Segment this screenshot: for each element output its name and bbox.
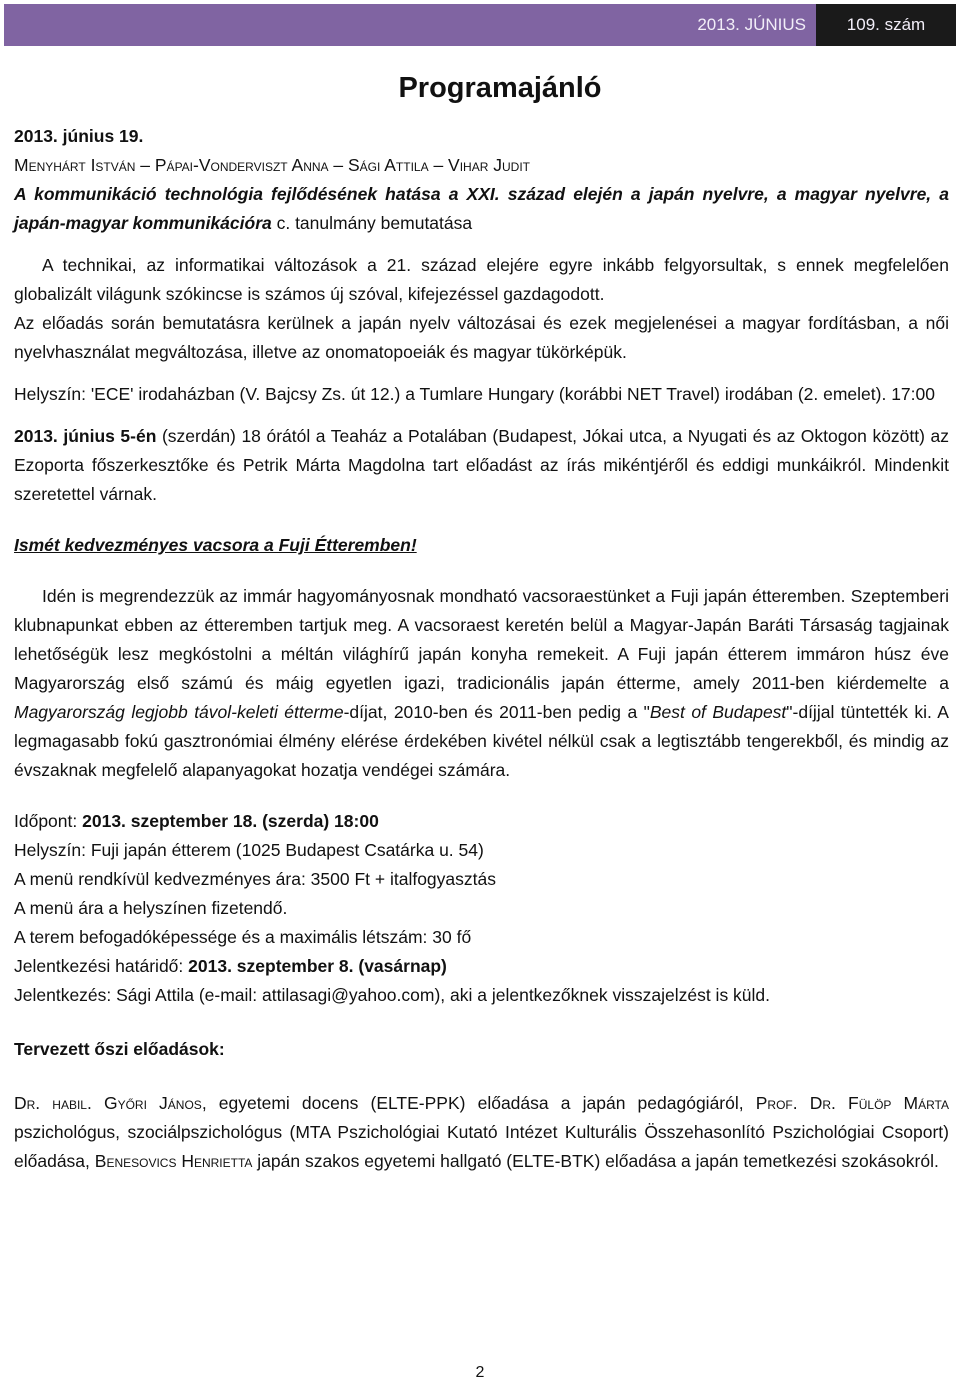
dinner-paragraph xyxy=(14,582,949,785)
event1-authors: Menyhárt István – Pápai-Vonderviszt Anna – Sági Attila – Vihar Judit xyxy=(14,155,530,175)
dinner-award-2: Best of Budapest xyxy=(649,702,787,722)
autumn-text-3: japán szakos egyetemi hallgató (ELTE-BTK) előadása a japán temetkezési szokásokról. xyxy=(252,1151,939,1171)
event1-abstract-2: Az előadás során bemutatásra kerülnek a japán nyelv változásai és ezek megjelenései a magyar fordításban, a női nyelvhasználat megváltozása, illetve az onomatopoeiák és magyar tükörképük. xyxy=(14,313,949,362)
dinner-deadline-label: Jelentkezési határidő: xyxy=(14,956,189,976)
event2-text: (szerdán) 18 órától a Teaház a Potalában (Budapest, Jókai utca, a Nyugati és az Oktogon között) az Ezoporta főszerkesztőke és Petrik Márta Magdolna tart előadást az írás mikéntjéről és eddigi munkáikról. Mindenkit szeretettel várnak. xyxy=(14,426,950,504)
header-date: 2013. JÚNIUS xyxy=(697,15,806,34)
dinner-heading: Ismét kedvezményes vacsora a Fuji Étteremben! xyxy=(14,535,417,555)
page-number: 2 xyxy=(475,1364,485,1381)
event1-date: 2013. június 19. xyxy=(14,126,144,146)
dinner-p-end: "-díjjal tüntették ki. A legmagasabb fokú gasztronómiai élmény elérése érdekében kivétel nélkül csak a legtisztább tengerekből, és mindig az évszaknak megfelelő alapanyagokat hozatja vendégei számára. xyxy=(14,702,949,780)
event1-talk xyxy=(14,180,949,238)
dinner-price: A menü rendkívül kedvezményes ára: 3500 Ft + italfogyasztás xyxy=(14,869,496,889)
dinner-venue: Helyszín: Fuji japán étterem (1025 Budapest Csatárka u. 54) xyxy=(14,840,484,860)
page-header xyxy=(4,4,956,46)
dinner-time-value: 2013. szeptember 18. (szerda) 18:00 xyxy=(82,811,379,831)
dinner-deadline xyxy=(14,952,949,981)
autumn-text-1: , egyetemi docens (ELTE-PPK) előadása a japán pedagógiáról, xyxy=(201,1093,756,1113)
dinner-deadline-value: 2013. szeptember 8. (vasárnap) xyxy=(188,956,447,976)
dinner-capacity: A terem befogadóképessége és a maximális létszám: 30 fő xyxy=(14,927,472,947)
dinner-time-label: Időpont: xyxy=(14,811,83,831)
event1-venue: Helyszín: 'ECE' irodaházban (V. Bajcsy Zs. út 12.) a Tumlare Hungary (korábbi NET Travel) irodában (2. emelet). 17:00 xyxy=(14,384,935,404)
dinner-time xyxy=(14,807,949,836)
dinner-award-1: Magyarország legjobb távol-keleti étterme xyxy=(14,702,344,722)
dinner-p-start: Idén is megrendezzük az immár hagyományosnak mondható vacsoraestünket a Fuji japán étteremben. Szeptemberi klubnapunkat ebben az étteremben tartjuk meg. A vacsoraest keretén belül a Magyar-Japán Baráti Társaság tagjainak lehetőségük lesz megkóstolni a méltán világhírű japán konyha remekeit. A Fuji japán étterem immáron húsz éve Magyarország első számú és máig egyetlen igazi, tradicionális japán étterme, amely 2011-ben kiérdemelte a xyxy=(14,586,949,693)
autumn-heading: Tervezett őszi előadások: xyxy=(14,1039,225,1059)
autumn-paragraph xyxy=(14,1089,949,1176)
header-issue: 109. szám xyxy=(816,4,956,46)
page-title: Programajánló xyxy=(398,72,602,104)
event2-date: 2013. június 5-én xyxy=(14,426,157,446)
dinner-contact: Jelentkezés: Sági Attila (e-mail: attilasagi@yahoo.com), aki a jelentkezőknek visszajelzést is küld. xyxy=(14,985,771,1005)
event2-paragraph xyxy=(14,422,949,509)
event1-talk-title: A kommunikáció technológia fejlődésének hatása a XXI. század elején a japán nyelvre, a magyar nyelvre, a japán-magyar kommunikációra xyxy=(14,184,949,233)
autumn-name-1: Dr. habil. Győri János xyxy=(14,1093,202,1113)
autumn-text-2: pszichológus, szociálpszichológus (MTA Pszichológiai Kutató Intézet Kulturális Összehasonlító Pszichológiai Csoport) előadása, xyxy=(14,1122,949,1171)
event1-talk-suffix: c. tanulmány bemutatása xyxy=(271,213,473,233)
article-body xyxy=(14,122,949,1176)
autumn-name-2: Prof. Dr. Fülöp Márta xyxy=(755,1093,950,1113)
dinner-pay: A menü ára a helyszínen fizetendő. xyxy=(14,898,288,918)
event1-abstract-1: A technikai, az informatikai változások a 21. század elejére egyre inkább felgyorsultak, s ennek megfelelően globalizált világunk szókincse is számos új szóval, kifejezéssel gazdagodott. xyxy=(14,255,949,304)
dinner-p-mid: -díjat, 2010-ben és 2011-ben pedig a " xyxy=(343,702,650,722)
autumn-name-3: Benesovics Henrietta xyxy=(94,1151,253,1171)
